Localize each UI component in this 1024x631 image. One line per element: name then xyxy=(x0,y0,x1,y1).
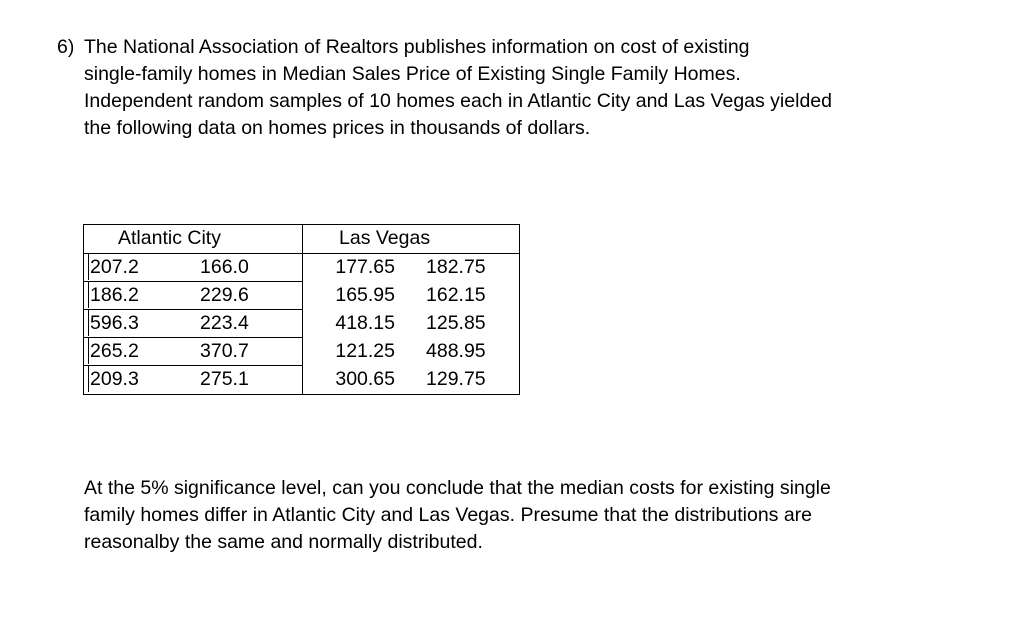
table-cell: 300.65 xyxy=(335,368,395,390)
table-row xyxy=(84,366,302,394)
table-cell: 275.1 xyxy=(200,368,249,390)
question-number: 6) xyxy=(57,36,75,58)
home-prices-table xyxy=(83,224,520,395)
las-vegas-header: Las Vegas xyxy=(303,225,519,254)
table-cell: 207.2 xyxy=(90,256,139,278)
table-cell: 186.2 xyxy=(90,284,139,306)
table-row xyxy=(303,310,519,338)
table-cell: 182.75 xyxy=(426,256,486,278)
table-cell: 418.15 xyxy=(335,312,395,334)
table-row xyxy=(303,338,519,366)
table-cell: 165.95 xyxy=(335,284,395,306)
table-row xyxy=(84,282,302,310)
table-cell: 596.3 xyxy=(90,312,139,334)
table-cell: 162.15 xyxy=(426,284,486,306)
table-cell: 488.95 xyxy=(426,340,486,362)
table-cell: 223.4 xyxy=(200,312,249,334)
table-cell: 229.6 xyxy=(200,284,249,306)
table-cell: 129.75 xyxy=(426,368,486,390)
table-cell: 177.65 xyxy=(335,256,395,278)
atlantic-city-column xyxy=(84,225,303,394)
conclusion-question: At the 5% significance level, can you conclude that the median costs for existing single family homes differ in Atlantic City and Las Vegas. Presume that the distributions are reasonalby the same and normally distributed. xyxy=(84,477,831,553)
table-cell: 121.25 xyxy=(335,340,395,362)
question-text: The National Association of Realtors publishes information on cost of existing single-family homes in Median Sales Price of Existing Single Family Homes. Independent random samples of 10 homes each in Atlantic City and Las Vegas yielded the following data on homes prices in thousands of dollars. xyxy=(84,36,832,139)
table-row xyxy=(303,366,519,394)
atlantic-city-header: Atlantic City xyxy=(84,225,302,254)
table-cell: 166.0 xyxy=(200,256,249,278)
table-row xyxy=(84,338,302,366)
table-cell: 209.3 xyxy=(90,368,139,390)
table-cell: 265.2 xyxy=(90,340,139,362)
table-row xyxy=(303,254,519,282)
table-cell: 370.7 xyxy=(200,340,249,362)
table-row xyxy=(84,310,302,338)
las-vegas-column xyxy=(303,225,519,394)
table-row xyxy=(84,254,302,282)
table-cell: 125.85 xyxy=(426,312,486,334)
table-row xyxy=(303,282,519,310)
question-block xyxy=(57,34,987,142)
